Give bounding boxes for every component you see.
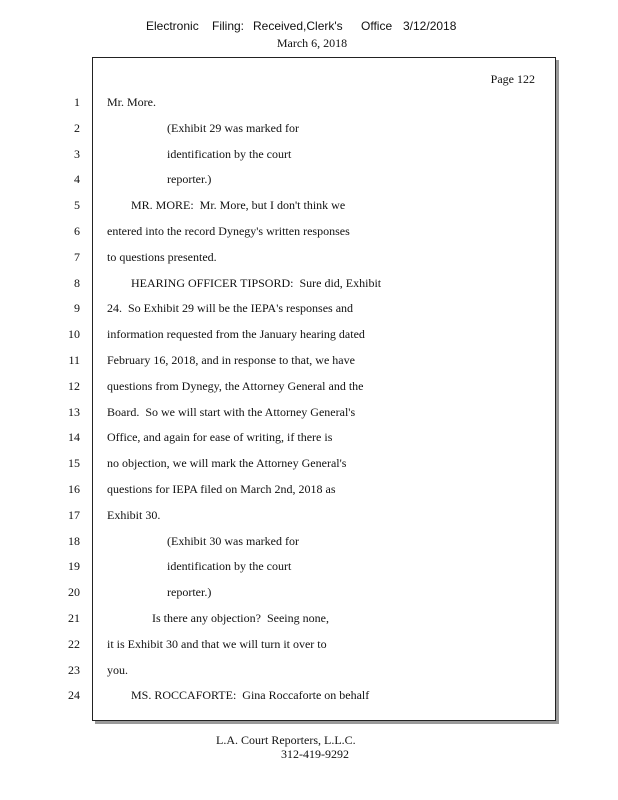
transcript-line: Exhibit 30.: [107, 507, 161, 522]
transcript-line: information requested from the January hearing dated: [107, 327, 365, 342]
transcript-line: reporter.): [167, 172, 212, 187]
line-number: 10: [68, 327, 80, 342]
line-number: 8: [74, 275, 80, 290]
line-number: 9: [74, 301, 80, 316]
transcript-line: questions from Dynegy, the Attorney General and the: [107, 378, 364, 393]
line-number: 5: [74, 198, 80, 213]
line-number: 12: [68, 378, 80, 393]
line-number: 2: [74, 120, 80, 135]
transcript-line: you.: [107, 662, 128, 677]
transcript-line: identification by the court: [167, 146, 292, 161]
line-number: 1: [74, 95, 80, 109]
line-number-column: [0, 90, 84, 709]
transcript-line: questions for IEPA filed on March 2nd, 2018 as: [107, 481, 336, 496]
page-number: Page 122: [490, 72, 535, 86]
line-number: 11: [68, 352, 80, 367]
court-reporter-phone: 312-419-9292: [281, 747, 349, 761]
transcript-line: (Exhibit 29 was marked for: [167, 120, 299, 135]
transcript-line: no objection, we will mark the Attorney General's: [107, 456, 347, 471]
stamp-electronic: Electronic: [146, 19, 199, 33]
transcript-line: Mr. More.: [107, 95, 156, 109]
line-number: 21: [68, 610, 80, 625]
transcript-line: (Exhibit 30 was marked for: [167, 533, 299, 548]
line-number: 17: [68, 507, 80, 522]
line-number: 7: [74, 249, 80, 264]
court-reporter-company: L.A. Court Reporters, L.L.C.: [216, 733, 356, 747]
stamp-filing: Filing:: [212, 19, 245, 33]
line-number: 18: [68, 533, 80, 548]
line-number: 23: [68, 662, 80, 677]
transcript-line: Is there any objection? Seeing none,: [152, 610, 329, 625]
line-number: 20: [68, 585, 80, 600]
line-number: 15: [68, 456, 80, 471]
line-number: 16: [68, 481, 80, 496]
line-number: 22: [68, 636, 80, 651]
filed-date: March 6, 2018: [276, 36, 348, 50]
transcript-line: Office, and again for ease of writing, if there is: [107, 430, 333, 445]
transcript-text: [107, 90, 547, 709]
transcript-line: MS. ROCCAFORTE: Gina Roccaforte on behalf: [131, 688, 370, 703]
stamp-received: Received,Clerk's: [253, 19, 343, 33]
transcript-line: reporter.): [167, 585, 212, 600]
transcript-line: MR. MORE: Mr. More, but I don't think we: [131, 198, 346, 213]
transcript-line: HEARING OFFICER TIPSORD: Sure did, Exhibit: [131, 275, 382, 290]
transcript-line: it is Exhibit 30 and that we will turn it over to: [107, 636, 327, 651]
line-number: 19: [68, 559, 80, 574]
line-number: 24: [68, 688, 80, 703]
line-number: 3: [74, 146, 80, 161]
line-number: 14: [68, 430, 80, 445]
stamp-office: Office: [361, 19, 393, 33]
transcript-line: identification by the court: [167, 559, 292, 574]
transcript-line: to questions presented.: [107, 249, 217, 264]
line-number: 6: [74, 223, 80, 238]
transcript-line: Board. So we will start with the Attorney General's: [107, 404, 356, 419]
transcript-line: entered into the record Dynegy's written responses: [107, 223, 350, 238]
stamp-date: 3/12/2018: [403, 19, 457, 33]
filing-stamp: [0, 19, 618, 37]
transcript-line: February 16, 2018, and in response to that, we have: [107, 352, 355, 367]
transcript-line: 24. So Exhibit 29 will be the IEPA's responses and: [107, 301, 354, 316]
line-number: 13: [68, 404, 80, 419]
line-number: 4: [74, 172, 80, 187]
